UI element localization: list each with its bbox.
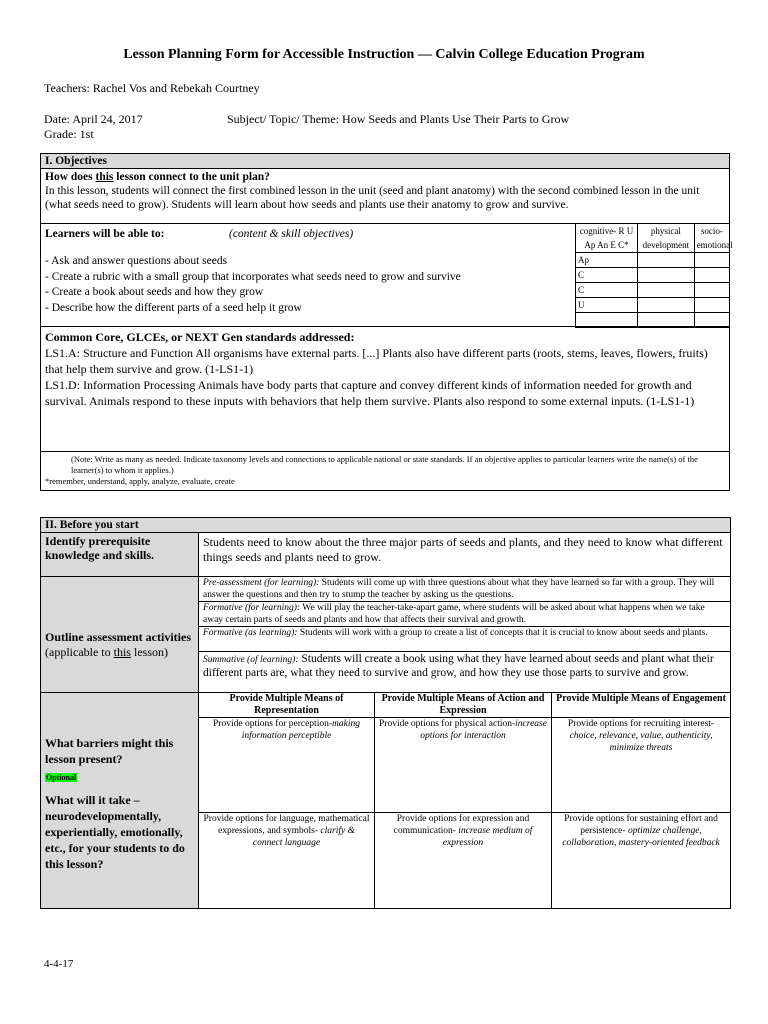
objectives-heading: I. Objectives bbox=[41, 154, 730, 169]
subject-line: Subject/ Topic/ Theme: How Seeds and Plants Use Their Parts to Grow bbox=[227, 112, 570, 126]
formative-as-learning: Formative (as learning): Students will work with a group to create a list of concepts that it is crucial to know about seeds and plants. bbox=[199, 627, 731, 652]
unit-connection-cell bbox=[41, 169, 730, 224]
objectives-list bbox=[45, 254, 461, 316]
note-cell bbox=[41, 452, 730, 491]
date-line: Date: April 24, 2017 bbox=[44, 112, 143, 126]
udl-perception: Provide options for perception-making information perceptible bbox=[199, 718, 375, 813]
learners-label: Learners will be able to: bbox=[45, 228, 165, 240]
assessment-label-cell bbox=[41, 577, 199, 693]
barriers-cell bbox=[41, 693, 199, 909]
optional-badge: Optional bbox=[46, 773, 77, 782]
udl-language: Provide options for language, mathematical expressions, and symbols- clarify & connect language bbox=[199, 813, 375, 909]
udl-recruiting-interest: Provide options for recruiting interest- choice, relevance, value, authenticity, minimize threats bbox=[552, 718, 731, 813]
barriers-question: What barriers might this lesson present? bbox=[45, 736, 174, 766]
udl-physical-action: Provide options for physical action-increase options for interaction bbox=[375, 718, 552, 813]
objectives-table bbox=[40, 153, 733, 491]
learners-cell bbox=[41, 224, 733, 327]
col-header: physical development bbox=[638, 224, 695, 253]
taxonomy-code: U bbox=[576, 298, 638, 313]
list-item: - Describe how the different parts of a seed help it grow bbox=[45, 301, 302, 314]
formative-for-learning: Formative (for learning): We will play the teacher-take-apart game, where students will be asked about what happens when we take away certain parts of seeds and plants and how that affects their survival and growth. bbox=[199, 602, 731, 627]
before-table bbox=[40, 517, 731, 909]
standards-text-1: LS1.A: Structure and Function All organisms have external parts. [...] Plants also have different parts (roots, stems, leaves, flowers, fruits) that help them survive and grow. (1-LS1-1) bbox=[45, 346, 708, 376]
udl-header-engagement: Provide Multiple Means of Engagement bbox=[552, 693, 731, 718]
note-text: (Note: Write as many as needed. Indicate taxonomy levels and connections to applicable national or state standards. If an objective applies to particular learners write the name(s) of the learner(s) to whom it applies.) bbox=[71, 454, 698, 475]
standards-cell bbox=[41, 327, 730, 452]
assessment-label: Outline assessment activities bbox=[45, 629, 191, 644]
taxonomy-footnote: *remember, understand, apply, analyze, evaluate, create bbox=[45, 476, 235, 486]
document-title: Lesson Planning Form for Accessible Instruction — Calvin College Education Program bbox=[123, 47, 645, 62]
standards-text-2: LS1.D: Information Processing Animals have body parts that capture and convey different kinds of information needed for growth and survival. Animals respond to these inputs with behaviors that help them survive. Plants also respond to some external inputs. (1-LS1-1) bbox=[45, 378, 695, 408]
udl-expression: Provide options for expression and communication- increase medium of expression bbox=[375, 813, 552, 909]
list-item: - Ask and answer questions about seeds bbox=[45, 255, 228, 267]
prereq-text: Students need to know about the three major parts of seeds and plants, and they need to know what different things seeds and plants need to grow. bbox=[199, 533, 731, 577]
taxonomy-code bbox=[576, 313, 638, 328]
udl-header-action: Provide Multiple Means of Action and Expression bbox=[375, 693, 552, 718]
col-header: cognitive- R U Ap An E C* bbox=[576, 224, 638, 253]
unit-connection-question: How does this lesson connect to the unit plan? bbox=[45, 171, 270, 183]
footer-date-code: 4-4-17 bbox=[44, 958, 74, 970]
grade-line: Grade: 1st bbox=[44, 127, 94, 141]
list-item: - Create a book about seeds and how they grow bbox=[45, 286, 264, 298]
udl-sustaining-effort: Provide options for sustaining effort and persistence- optimize challenge, collaboration, mastery-oriented feedback bbox=[552, 813, 731, 909]
col-header: socio-emotional bbox=[694, 224, 729, 253]
take-question: What will it take – neurodevelopmentally, experientially, emotionally, etc., for your students to do this lesson? bbox=[45, 793, 185, 871]
taxonomy-table bbox=[575, 223, 733, 328]
summative-assessment: Summative (of learning): Students will create a book using what they have learned about seeds and plant what their different parts are, what they need to survive and grow, and how they use those parts to survive and grow. bbox=[199, 652, 731, 693]
taxonomy-code: Ap bbox=[576, 253, 638, 268]
teachers-line: Teachers: Rachel Vos and Rebekah Courtney bbox=[44, 81, 260, 95]
list-item: - Create a rubric with a small group that incorporates what seeds need to grow and survive bbox=[45, 270, 461, 283]
unit-connection-text: In this lesson, students will connect the first combined lesson in the unit (seed and plant anatomy) with the second combined lesson in the unit (what seeds need to grow). Students will learn about how seeds and plants use their anatomy to grow and survive. bbox=[45, 185, 700, 211]
before-heading: II. Before you start bbox=[41, 518, 731, 533]
prereq-label: Identify prerequisite knowledge and skills. bbox=[41, 533, 199, 577]
udl-header-representation: Provide Multiple Means of Representation bbox=[199, 693, 375, 718]
assessment-sublabel: (applicable to this lesson) bbox=[45, 644, 168, 659]
taxonomy-code: C bbox=[576, 283, 638, 298]
taxonomy-code: C bbox=[576, 268, 638, 283]
learners-sublabel: (content & skill objectives) bbox=[229, 228, 354, 240]
standards-heading: Common Core, GLCEs, or NEXT Gen standards addressed: bbox=[45, 330, 355, 344]
pre-assessment: Pre-assessment (for learning): Students will come up with three questions about what they have learned so far with a group. They will answer the questions and then try to stump the teacher by asking us the questions. bbox=[199, 577, 731, 602]
